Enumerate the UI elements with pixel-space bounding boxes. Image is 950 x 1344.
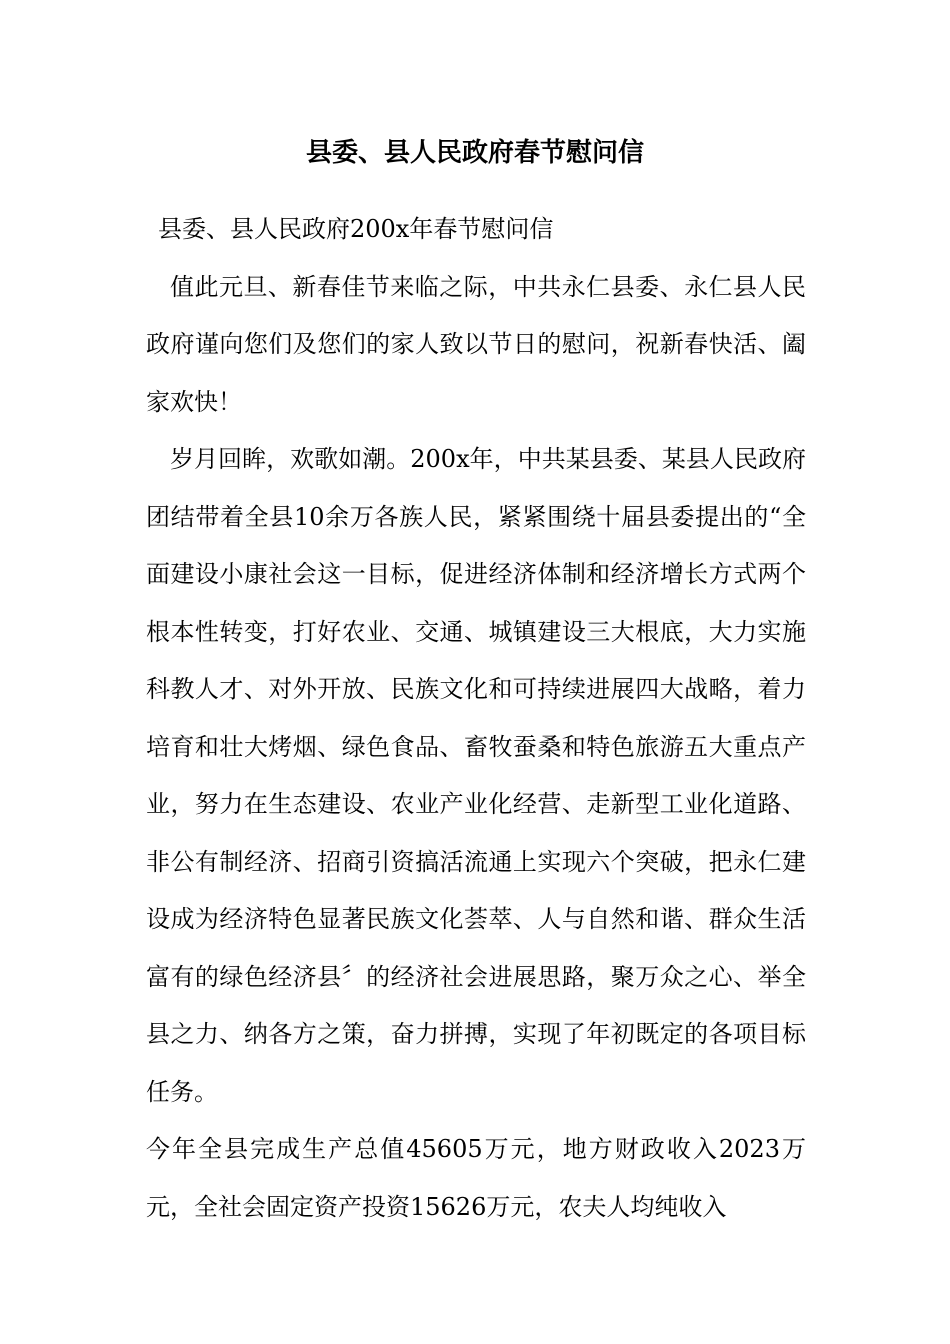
paragraph-greeting: 值此元旦、新春佳节来临之际，中共永仁县委、永仁县人民政府谨向您们及您们的家人致以节日的慰问，祝新春快活、阖家欢快！ (146, 272, 806, 416)
document-subtitle: 县委、县人民政府200x年春节慰问信 (158, 215, 554, 243)
paragraph-statistics: 今年全县完成生产总值45605万元，地方财政收入2023万元，全社会固定资产投资15626万元，农夫人均纯收入 (146, 1135, 806, 1221)
paragraph-review: 岁月回眸，欢歌如潮。200x年，中共某县委、某县人民政府团结带着全县10余万各族人民，紧紧围绕十届县委提出的“全面建设小康社会这一目标，促进经济体制和经济增长方式两个根本性转变，打好农业、交通、城镇建设三大根底，大力实施科教人才、对外开放、民族文化和可持续进展四大战略，着力培育和壮大烤烟、绿色食品、畜牧蚕桑和特色旅游五大重点产业，努力在生态建设、农业产业化经营、走新型工业化道路、非公有制经济、招商引资搞活流通上实现六个突破，把永仁建设成为经济特色显著民族文化荟萃、人与自然和谐、群众生活富有的绿色经济县〞的经济社会进展思路，聚万众之心、举全县之力、纳各方之策，奋力拼搏，实现了年初既定的各项目标任务。 (146, 445, 806, 1106)
document-body (146, 201, 806, 1236)
document-title: 县委、县人民政府春节慰问信 (305, 138, 644, 168)
